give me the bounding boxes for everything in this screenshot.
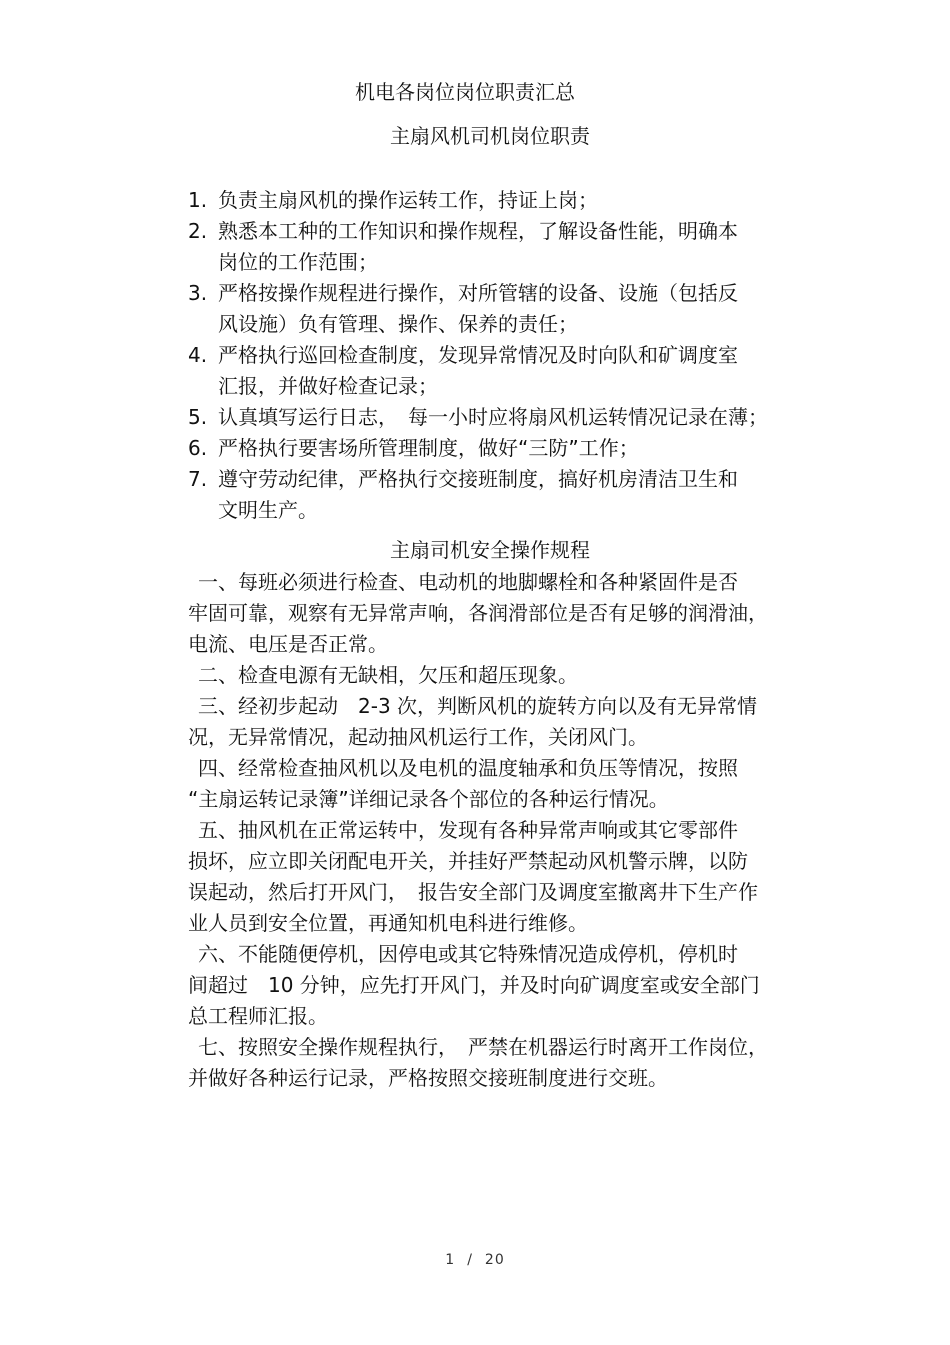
- duty-item: [188, 278, 798, 340]
- duty-item: [188, 216, 798, 278]
- rule-text-line: 五、抽风机在正常运转中，发现有各种异常声响或其它零部件: [198, 818, 738, 842]
- rule-text-line: 四、经常检查抽风机以及电机的温度轴承和负压等情况，按照: [198, 756, 738, 780]
- rule-paragraph: [188, 1032, 798, 1094]
- rule-paragraph: [188, 660, 798, 691]
- duty-text-line: 负责主扇风机的操作运转工作，持证上岗；: [218, 188, 598, 212]
- rule-text-line: 牢固可靠，观察有无异常声响，各润滑部位是否有足够的润滑油，: [188, 601, 768, 625]
- duty-item: [188, 464, 798, 526]
- rule-paragraph: [188, 567, 798, 660]
- page-number: [0, 1252, 950, 1268]
- rule-paragraph: [188, 691, 798, 753]
- duty-text-line: 认真填写运行日志， 每一小时应将扇风机运转情况记录在薄；: [218, 405, 768, 429]
- rule-text-line: 况，无异常情况，起动抽风机运行工作，关闭风门。: [188, 725, 648, 749]
- duty-item: [188, 340, 798, 402]
- rule-paragraph: [188, 939, 798, 1032]
- duty-text-line: 文明生产。: [218, 498, 318, 522]
- duty-text-line: 遵守劳动纪律，严格执行交接班制度，搞好机房清洁卫生和: [218, 467, 738, 491]
- duty-text-line: 严格按操作规程进行操作，对所管辖的设备、设施（包括反: [218, 281, 738, 305]
- rule-text-line: 业人员到安全位置，再通知机电科进行维修。: [188, 911, 588, 935]
- document-title: 机电各岗位岗位职责汇总: [355, 80, 575, 104]
- duty-item: [188, 402, 798, 433]
- rule-text-line: 电流、电压是否正常。: [188, 632, 388, 656]
- page-current: 1: [445, 1252, 456, 1268]
- duty-text-line: 风设施）负有管理、操作、保养的责任；: [218, 312, 578, 336]
- duty-number: 5.: [188, 405, 208, 429]
- rule-text-line: 间超过 10 分钟，应先打开风门，并及时向矿调度室或安全部门: [188, 973, 760, 997]
- duty-number: 6.: [188, 436, 208, 460]
- page-total: 20: [484, 1252, 505, 1268]
- duty-number: 2.: [188, 219, 208, 243]
- rule-text-line: 总工程师汇报。: [188, 1004, 328, 1028]
- rule-text-line: 并做好各种运行记录，严格按照交接班制度进行交班。: [188, 1066, 668, 1090]
- rule-text-line: 二、检查电源有无缺相，欠压和超压现象。: [198, 663, 578, 687]
- duty-text-line: 严格执行巡回检查制度，发现异常情况及时向队和矿调度室: [218, 343, 738, 367]
- duty-text-line: 熟悉本工种的工作知识和操作规程，了解设备性能，明确本: [218, 219, 738, 243]
- rule-text-line: 一、每班必须进行检查、电动机的地脚螺栓和各种紧固件是否: [198, 570, 738, 594]
- duty-text-line: 严格执行要害场所管理制度，做好“三防”工作；: [218, 436, 639, 460]
- rule-text-line: 七、按照安全操作规程执行， 严禁在机器运行时离开工作岗位，: [198, 1035, 768, 1059]
- page-separator: /: [467, 1252, 473, 1268]
- duty-text-line: 汇报，并做好检查记录；: [218, 374, 438, 398]
- duty-item: [188, 185, 798, 216]
- rule-text-line: 三、经初步起动 2-3 次，判断风机的旋转方向以及有无异常情: [198, 694, 758, 718]
- duty-number: 3.: [188, 281, 208, 305]
- rule-text-line: “主扇运转记录簿”详细记录各个部位的各种运行情况。: [188, 787, 669, 811]
- rule-text-line: 六、不能随便停机，因停电或其它特殊情况造成停机，停机时: [198, 942, 738, 966]
- rule-text-line: 误起动，然后打开风门， 报告安全部门及调度室撤离井下生产作: [188, 880, 758, 904]
- duties-list: [188, 185, 798, 526]
- rules-section-title: 主扇司机安全操作规程: [390, 538, 590, 562]
- rule-paragraph: [188, 753, 798, 815]
- rule-paragraph: [188, 815, 798, 939]
- rule-text-line: 损坏，应立即关闭配电开关，并挂好严禁起动风机警示牌，以防: [188, 849, 748, 873]
- rules-list: [188, 567, 798, 1094]
- duty-number: 7.: [188, 467, 208, 491]
- duty-item: [188, 433, 798, 464]
- duties-section-title: 主扇风机司机岗位职责: [390, 124, 590, 148]
- duty-number: 1.: [188, 188, 208, 212]
- duty-text-line: 岗位的工作范围；: [218, 250, 378, 274]
- duty-number: 4.: [188, 343, 208, 367]
